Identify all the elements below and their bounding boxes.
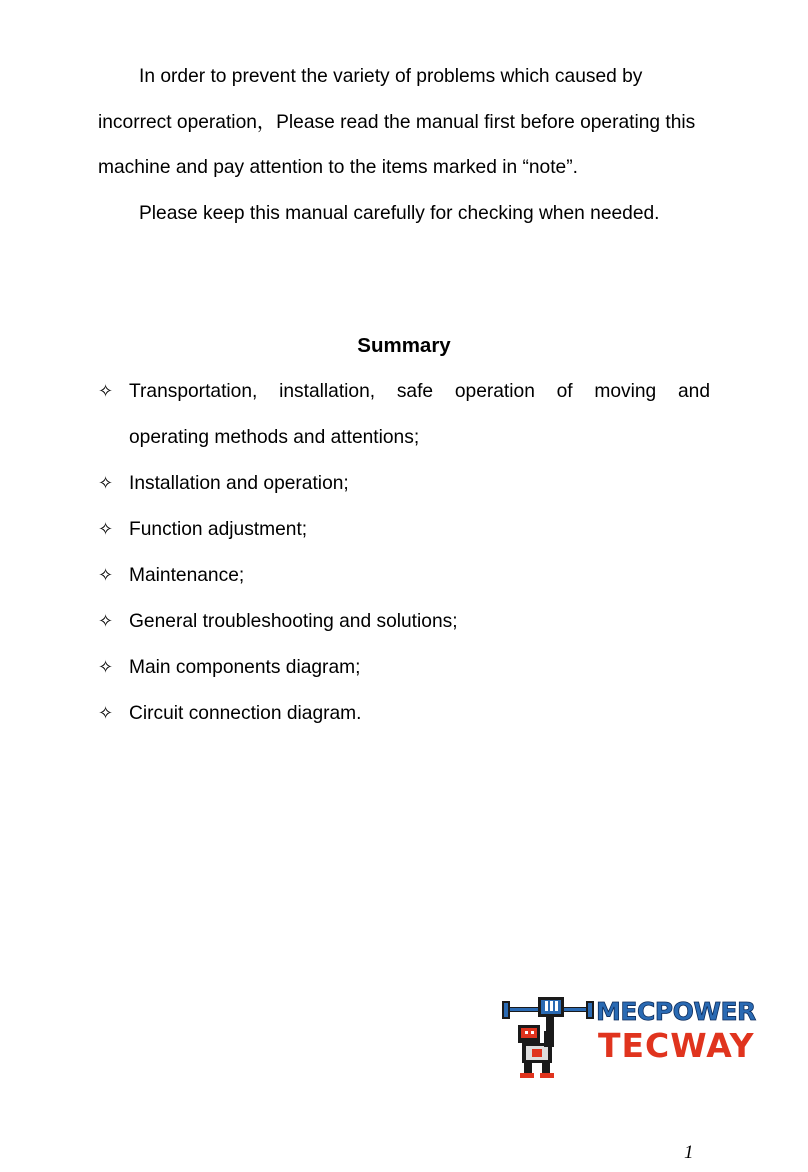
list-item-label-line1: Transportation, installation, safe operation of moving and: [129, 381, 710, 402]
list-item: [98, 507, 710, 553]
page-number: 1: [684, 1142, 694, 1163]
company-logo: [500, 993, 756, 1079]
intro-paragraph-2: Please keep this manual carefully for checking when needed.: [139, 202, 660, 224]
star-bullet-icon: ✧: [98, 657, 114, 678]
star-bullet-icon: ✧: [98, 611, 114, 632]
list-item: [98, 461, 710, 507]
list-item-label: Main components diagram;: [129, 657, 361, 678]
star-bullet-icon: ✧: [98, 565, 114, 586]
list-item: [98, 691, 710, 737]
list-item-label: Maintenance;: [129, 565, 245, 586]
list-item-label: General troubleshooting and solutions;: [129, 611, 458, 632]
list-item-label: Circuit connection diagram.: [129, 703, 362, 724]
star-bullet-icon: ✧: [98, 519, 114, 540]
star-bullet-icon: ✧: [98, 703, 114, 724]
logo-wordmark-bottom: TECWAY: [598, 1026, 755, 1065]
list-item: [98, 645, 710, 691]
list-item: [98, 553, 710, 599]
star-bullet-icon: ✧: [98, 473, 114, 494]
intro-paragraph-1: In order to prevent the variety of problems which caused by incorrect operation，Please read the manual first before operating this machine and pay attention to the items marked in “note”.: [98, 66, 696, 178]
summary-list: [98, 369, 710, 737]
logo-wordmark-top: MECPOWER: [596, 997, 756, 1026]
robot-mascot-icon: [500, 993, 596, 1079]
star-bullet-icon: ✧: [98, 381, 114, 402]
list-item: [98, 599, 710, 645]
list-item-label: Function adjustment;: [129, 519, 308, 540]
list-item-label: Installation and operation;: [129, 473, 349, 494]
intro-section: [98, 54, 710, 236]
list-item: [98, 369, 710, 461]
summary-heading: Summary: [357, 334, 451, 357]
list-item-label-line2: operating methods and attentions;: [129, 427, 420, 448]
